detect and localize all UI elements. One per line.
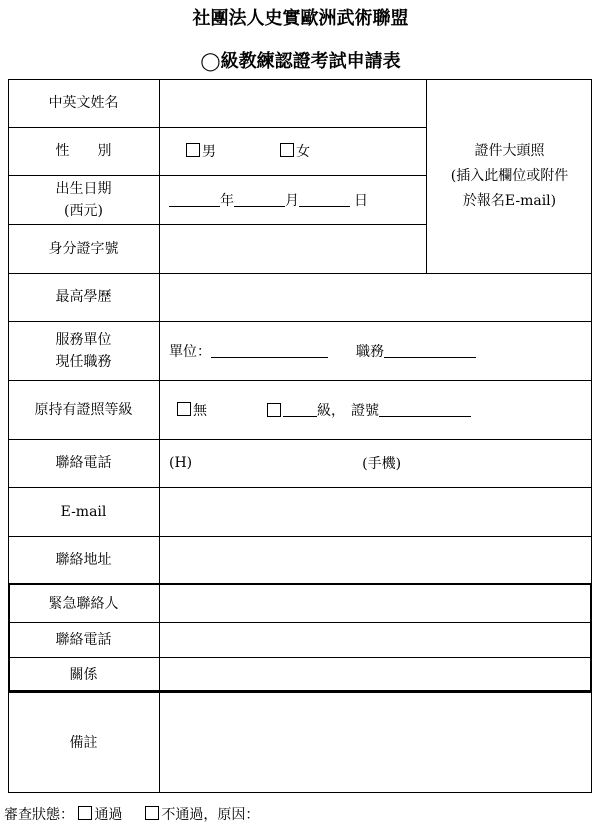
address-field[interactable]	[160, 536, 591, 583]
notes-label: 備註	[69, 734, 98, 751]
review-status: 審查狀態： 通過 不通過，原因：	[4, 807, 260, 823]
male-checkbox[interactable]	[186, 143, 200, 157]
email-field[interactable]	[160, 487, 591, 536]
dob-label: 出生日期 (西元)	[55, 180, 112, 219]
cert-none-option[interactable]: 無	[177, 400, 207, 420]
fail-checkbox[interactable]	[145, 806, 159, 820]
id-number-label: 身分證字號	[48, 240, 119, 257]
phone-field[interactable]: (H) (手機)	[169, 455, 402, 472]
education-field[interactable]	[160, 273, 591, 321]
gender-label: 性 別	[55, 143, 112, 159]
pass-checkbox[interactable]	[78, 806, 92, 820]
form-org-title: 社團法人史實歐洲武術聯盟	[192, 8, 409, 29]
photo-title: 證件大頭照	[474, 142, 545, 159]
notes-field[interactable]	[160, 693, 591, 792]
email-label: E-mail	[60, 503, 107, 520]
unit-field[interactable]	[211, 343, 328, 358]
cert-number-field[interactable]	[379, 402, 471, 417]
name-label: 中英文姓名	[48, 95, 119, 111]
relation-field[interactable]	[160, 658, 589, 691]
cert-level-checkbox[interactable]	[267, 403, 281, 417]
dob-field[interactable]: 年 月 日	[169, 175, 368, 224]
cert-level-field[interactable]	[283, 402, 317, 417]
cert-none-checkbox[interactable]	[177, 402, 191, 416]
phone-label: 聯絡電話	[55, 455, 112, 471]
review-status-label: 審查狀態：	[4, 807, 74, 823]
emergency-contact-label: 緊急聯絡人	[48, 595, 119, 612]
address-label: 聯絡地址	[55, 551, 112, 568]
unit-label: 單位：	[169, 343, 211, 360]
name-field[interactable]	[160, 79, 426, 127]
gender-male-option[interactable]: 男	[186, 141, 216, 161]
form-title: ◯級教練認證考試申請表	[200, 51, 401, 72]
position-field[interactable]	[384, 343, 476, 358]
job-label: 服務單位 現任職務	[55, 331, 112, 370]
photo-cell[interactable]: 證件大頭照 (插入此欄位或附件 於報名E-mail)	[427, 79, 592, 273]
education-label: 最高學歷	[55, 289, 112, 305]
emergency-contact-field[interactable]	[160, 585, 589, 622]
certificate-label: 原持有證照等級	[34, 401, 133, 418]
female-checkbox[interactable]	[280, 143, 294, 157]
cert-number-label: 證號	[351, 402, 379, 419]
relation-label: 關係	[69, 666, 98, 683]
emergency-phone-field[interactable]	[160, 623, 589, 657]
emergency-phone-label: 聯絡電話	[55, 632, 112, 648]
application-form-table: 中英文姓名 性 別 男 女 出生日期 (西元) 年 月 日 身分證字號 證件大頭照 (插入此欄位或附件 於報名E-mail) 最高學歷 服務單位 現任職務 單位： 職務 原持有證照等級 無 級， 證號 聯絡電話 (H) (手機) E-mail 聯絡地址 緊急聯絡人 聯絡電話 關係 備註	[8, 79, 592, 793]
position-label: 職務	[356, 343, 384, 360]
gender-female-option[interactable]: 女	[280, 141, 310, 161]
id-number-field[interactable]	[160, 224, 426, 273]
